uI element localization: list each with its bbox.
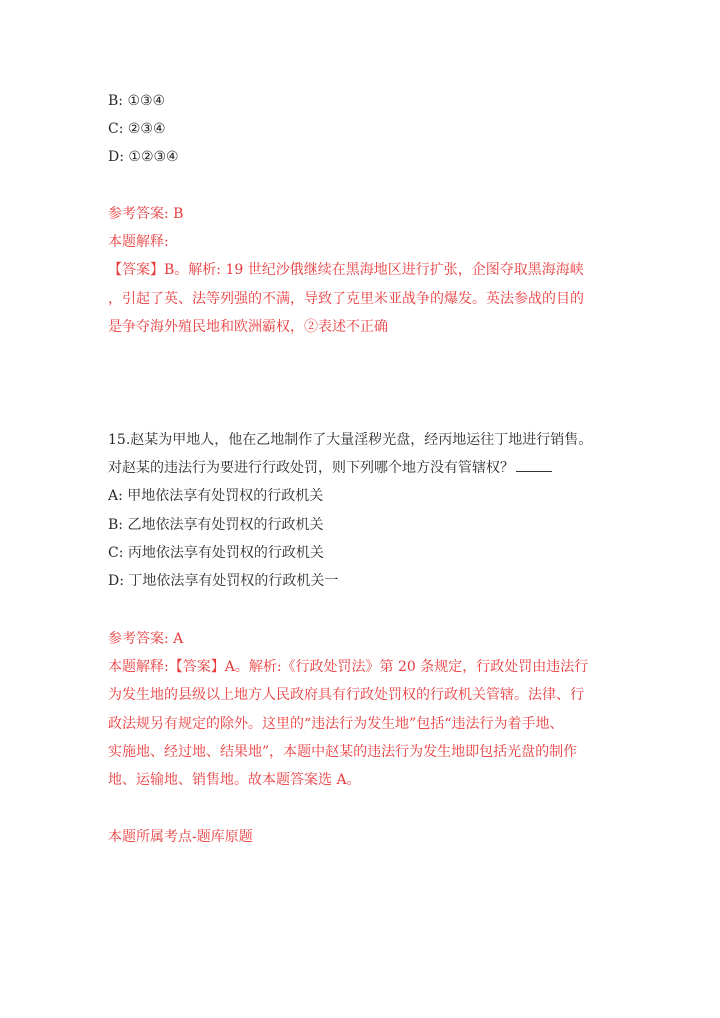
q14-explain-line: ，引起了英、法等列强的不满，导致了克里米亚战争的爆发。英法参战的目的 xyxy=(108,291,584,307)
q15-answer: 参考答案: A xyxy=(108,631,184,647)
q15-explain-line: 【答案】A。解析:《行政处罚法》第 20 条规定，行政处罚由违法行 xyxy=(168,659,589,675)
answer-blank xyxy=(516,459,552,472)
q15-explain-line: 地、运输地、销售地。故本题答案选 A。 xyxy=(108,772,361,788)
q15-question-line-with-blank xyxy=(108,459,552,477)
q14-explain-label: 本题解释: xyxy=(108,234,169,250)
q15-option-c: C: 丙地依法享有处罚权的行政机关 xyxy=(108,545,324,561)
q14-option-c: C: ②③④ xyxy=(108,121,166,137)
q14-explain-line: 【答案】B。解析: 19 世纪沙俄继续在黑海地区进行扩张，企图夺取黑海海峡 xyxy=(108,262,584,278)
q15-explain-line: 实施地、经过地、结果地”，本题中赵某的违法行为发生地即包括光盘的制作 xyxy=(108,744,578,760)
q15-option-b: B: 乙地依法享有处罚权的行政机关 xyxy=(108,517,324,533)
q15-option-d: D: 丁地依法享有处罚权的行政机关一 xyxy=(108,573,339,589)
q15-explain-label: 本题解释: xyxy=(108,659,169,675)
q15-question-text: 对赵某的违法行为要进行行政处罚，则下列哪个地方没有管辖权？ xyxy=(108,460,514,476)
q14-explain-line: 是争夺海外殖民地和欧洲霸权，②表述不正确 xyxy=(108,319,388,335)
q15-explain-line: 为发生地的县级以上地方人民政府具有行政处罚权的行政机关管辖。法律、行 xyxy=(108,687,584,703)
q14-answer: 参考答案: B xyxy=(108,206,184,222)
q15-explain-first-line xyxy=(108,658,588,676)
q15-option-a: A: 甲地依法享有处罚权的行政机关 xyxy=(108,488,324,504)
q14-option-d: D: ①②③④ xyxy=(108,149,179,165)
q14-option-b: B: ①③④ xyxy=(108,93,166,109)
topic-footer: 本题所属考点-题库原题 xyxy=(108,829,253,845)
q15-explain-line: 政法规另有规定的除外。这里的“违法行为发生地”包括“违法行为着手地、 xyxy=(108,716,564,732)
q15-question-line: 15.赵某为甲地人，他在乙地制作了大量淫秽光盘，经丙地运往丁地进行销售。 xyxy=(108,432,593,448)
